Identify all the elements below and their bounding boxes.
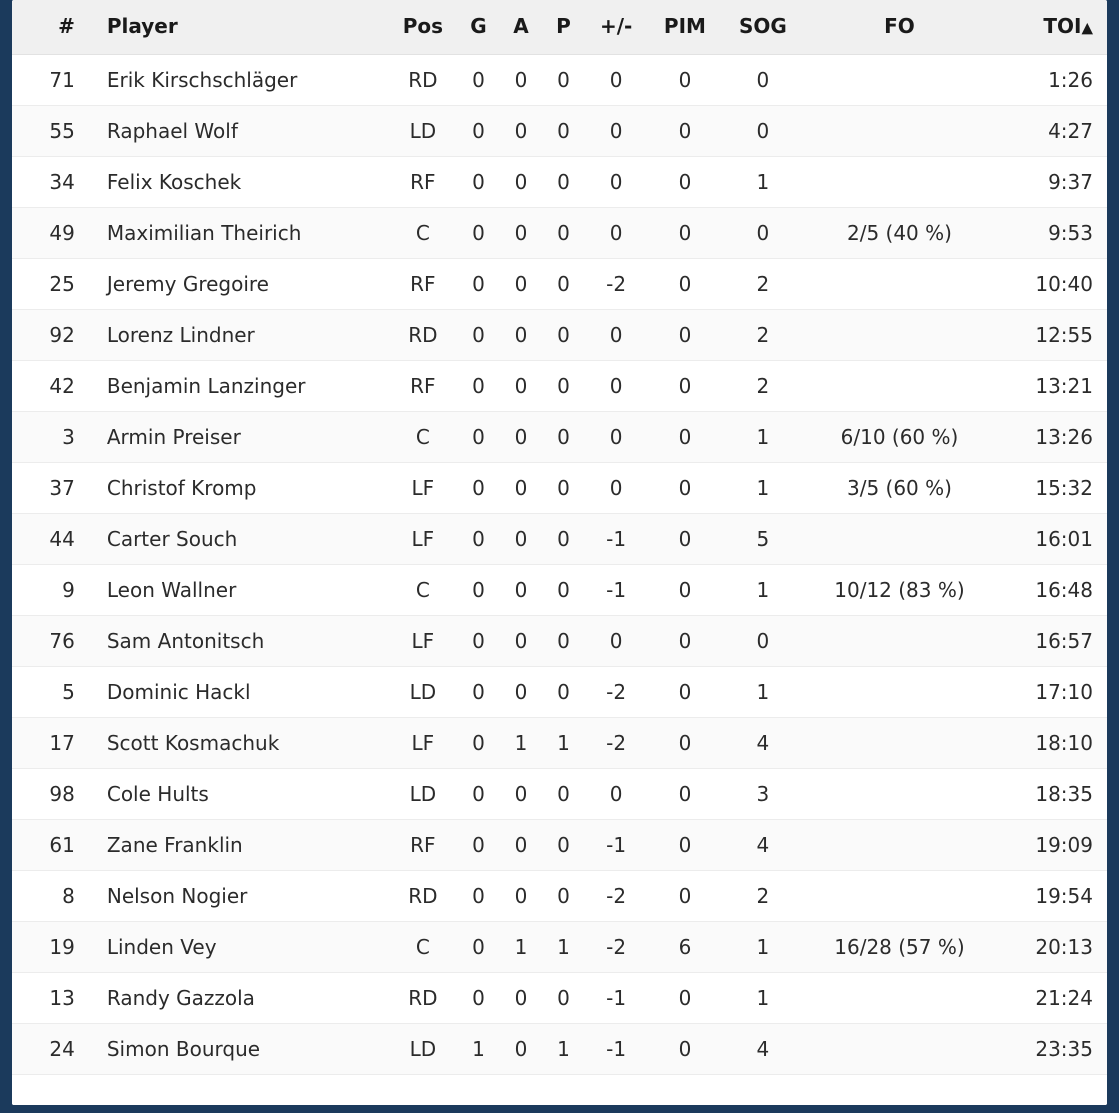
cell-pim: 6 xyxy=(648,922,723,973)
cell-fo xyxy=(803,259,995,310)
cell-g: 0 xyxy=(457,565,500,616)
cell-toi: 16:57 xyxy=(996,616,1107,667)
cell-pim: 0 xyxy=(648,769,723,820)
right-rail xyxy=(1107,0,1119,1113)
cell-pim: 0 xyxy=(648,565,723,616)
cell-number: 92 xyxy=(12,310,85,361)
cell-p: 0 xyxy=(542,361,585,412)
cell-plusminus: 0 xyxy=(585,310,648,361)
cell-pos: C xyxy=(388,412,457,463)
cell-pos: C xyxy=(388,565,457,616)
cell-sog: 2 xyxy=(722,361,803,412)
cell-number: 8 xyxy=(12,871,85,922)
cell-p: 0 xyxy=(542,412,585,463)
cell-pos: RF xyxy=(388,157,457,208)
cell-g: 0 xyxy=(457,55,500,106)
table-row[interactable] xyxy=(12,361,1107,412)
column-header-plusminus[interactable]: +/- xyxy=(585,0,648,55)
cell-p: 1 xyxy=(542,922,585,973)
table-row[interactable] xyxy=(12,820,1107,871)
cell-player: Lorenz Lindner xyxy=(85,310,389,361)
cell-a: 0 xyxy=(500,820,543,871)
column-header-sog[interactable]: SOG xyxy=(722,0,803,55)
cell-number: 17 xyxy=(12,718,85,769)
cell-p: 0 xyxy=(542,208,585,259)
cell-a: 0 xyxy=(500,973,543,1024)
cell-g: 0 xyxy=(457,361,500,412)
card-footer xyxy=(12,1075,1107,1105)
cell-a: 1 xyxy=(500,922,543,973)
cell-player: Jeremy Gregoire xyxy=(85,259,389,310)
cell-sog: 1 xyxy=(722,565,803,616)
cell-pim: 0 xyxy=(648,1024,723,1075)
cell-number: 9 xyxy=(12,565,85,616)
cell-fo xyxy=(803,106,995,157)
cell-toi: 19:54 xyxy=(996,871,1107,922)
cell-fo xyxy=(803,769,995,820)
cell-a: 0 xyxy=(500,310,543,361)
cell-fo: 10/12 (83 %) xyxy=(803,565,995,616)
cell-pim: 0 xyxy=(648,55,723,106)
column-header-faceoffs[interactable]: FO xyxy=(803,0,995,55)
cell-plusminus: -2 xyxy=(585,922,648,973)
cell-player: Maximilian Theirich xyxy=(85,208,389,259)
cell-plusminus: 0 xyxy=(585,463,648,514)
cell-pos: LD xyxy=(388,1024,457,1075)
cell-sog: 1 xyxy=(722,973,803,1024)
cell-sog: 4 xyxy=(722,1024,803,1075)
cell-p: 0 xyxy=(542,820,585,871)
sort-ascending-icon: ▲ xyxy=(1081,18,1093,37)
cell-plusminus: -1 xyxy=(585,820,648,871)
cell-number: 3 xyxy=(12,412,85,463)
cell-g: 0 xyxy=(457,514,500,565)
table-header xyxy=(12,0,1107,55)
table-row[interactable] xyxy=(12,310,1107,361)
cell-player: Benjamin Lanzinger xyxy=(85,361,389,412)
column-header-pos[interactable]: Pos xyxy=(388,0,457,55)
column-header-toi[interactable]: TOI▲ xyxy=(996,0,1107,55)
cell-pim: 0 xyxy=(648,412,723,463)
cell-plusminus: -1 xyxy=(585,1024,648,1075)
cell-plusminus: -2 xyxy=(585,667,648,718)
cell-toi: 16:01 xyxy=(996,514,1107,565)
table-row[interactable] xyxy=(12,514,1107,565)
cell-fo xyxy=(803,157,995,208)
cell-sog: 4 xyxy=(722,718,803,769)
cell-g: 0 xyxy=(457,412,500,463)
cell-number: 37 xyxy=(12,463,85,514)
cell-fo xyxy=(803,616,995,667)
cell-pos: LF xyxy=(388,463,457,514)
cell-fo xyxy=(803,667,995,718)
cell-p: 0 xyxy=(542,259,585,310)
cell-pos: C xyxy=(388,922,457,973)
cell-g: 0 xyxy=(457,259,500,310)
cell-sog: 0 xyxy=(722,208,803,259)
cell-fo xyxy=(803,361,995,412)
table-row[interactable] xyxy=(12,973,1107,1024)
cell-plusminus: 0 xyxy=(585,106,648,157)
cell-fo xyxy=(803,310,995,361)
cell-p: 0 xyxy=(542,871,585,922)
cell-toi: 1:26 xyxy=(996,55,1107,106)
bottom-rail xyxy=(0,1105,1119,1113)
cell-pim: 0 xyxy=(648,667,723,718)
cell-player: Simon Bourque xyxy=(85,1024,389,1075)
cell-a: 0 xyxy=(500,157,543,208)
cell-g: 0 xyxy=(457,820,500,871)
cell-p: 0 xyxy=(542,565,585,616)
cell-a: 1 xyxy=(500,718,543,769)
cell-player: Scott Kosmachuk xyxy=(85,718,389,769)
cell-a: 0 xyxy=(500,412,543,463)
cell-pim: 0 xyxy=(648,871,723,922)
cell-plusminus: 0 xyxy=(585,55,648,106)
table-row[interactable] xyxy=(12,565,1107,616)
table-row[interactable] xyxy=(12,208,1107,259)
column-header-assists[interactable]: A xyxy=(500,0,543,55)
cell-sog: 3 xyxy=(722,769,803,820)
cell-pim: 0 xyxy=(648,259,723,310)
cell-sog: 0 xyxy=(722,106,803,157)
cell-pos: LF xyxy=(388,514,457,565)
cell-g: 0 xyxy=(457,208,500,259)
cell-a: 0 xyxy=(500,871,543,922)
cell-number: 71 xyxy=(12,55,85,106)
cell-number: 42 xyxy=(12,361,85,412)
cell-toi: 9:53 xyxy=(996,208,1107,259)
cell-plusminus: -2 xyxy=(585,871,648,922)
table-row[interactable] xyxy=(12,157,1107,208)
cell-pim: 0 xyxy=(648,820,723,871)
player-stats-card xyxy=(12,0,1107,1105)
cell-player: Armin Preiser xyxy=(85,412,389,463)
cell-fo xyxy=(803,871,995,922)
cell-fo xyxy=(803,55,995,106)
cell-toi: 15:32 xyxy=(996,463,1107,514)
cell-p: 0 xyxy=(542,514,585,565)
table-row[interactable] xyxy=(12,667,1107,718)
cell-sog: 2 xyxy=(722,310,803,361)
cell-g: 0 xyxy=(457,718,500,769)
cell-pos: RD xyxy=(388,871,457,922)
cell-fo xyxy=(803,820,995,871)
cell-p: 0 xyxy=(542,667,585,718)
cell-sog: 2 xyxy=(722,871,803,922)
cell-a: 0 xyxy=(500,106,543,157)
cell-pim: 0 xyxy=(648,718,723,769)
cell-plusminus: -1 xyxy=(585,973,648,1024)
cell-a: 0 xyxy=(500,361,543,412)
cell-a: 0 xyxy=(500,55,543,106)
table-row[interactable] xyxy=(12,412,1107,463)
cell-p: 0 xyxy=(542,616,585,667)
cell-number: 19 xyxy=(12,922,85,973)
table-row[interactable] xyxy=(12,55,1107,106)
cell-player: Zane Franklin xyxy=(85,820,389,871)
cell-plusminus: 0 xyxy=(585,769,648,820)
cell-sog: 0 xyxy=(722,55,803,106)
column-header-pim[interactable]: PIM xyxy=(648,0,723,55)
cell-g: 0 xyxy=(457,157,500,208)
cell-number: 24 xyxy=(12,1024,85,1075)
cell-number: 55 xyxy=(12,106,85,157)
cell-a: 0 xyxy=(500,514,543,565)
cell-player: Sam Antonitsch xyxy=(85,616,389,667)
cell-toi: 16:48 xyxy=(996,565,1107,616)
cell-g: 0 xyxy=(457,871,500,922)
cell-g: 0 xyxy=(457,106,500,157)
cell-g: 1 xyxy=(457,1024,500,1075)
cell-plusminus: -2 xyxy=(585,718,648,769)
cell-g: 0 xyxy=(457,667,500,718)
cell-pim: 0 xyxy=(648,973,723,1024)
cell-g: 0 xyxy=(457,922,500,973)
table-row[interactable] xyxy=(12,259,1107,310)
cell-player: Dominic Hackl xyxy=(85,667,389,718)
cell-pos: C xyxy=(388,208,457,259)
cell-g: 0 xyxy=(457,973,500,1024)
cell-player: Raphael Wolf xyxy=(85,106,389,157)
cell-a: 0 xyxy=(500,1024,543,1075)
cell-pos: RD xyxy=(388,310,457,361)
cell-fo: 16/28 (57 %) xyxy=(803,922,995,973)
cell-p: 0 xyxy=(542,463,585,514)
cell-fo xyxy=(803,514,995,565)
cell-player: Felix Koschek xyxy=(85,157,389,208)
cell-toi: 21:24 xyxy=(996,973,1107,1024)
cell-a: 0 xyxy=(500,769,543,820)
cell-player: Linden Vey xyxy=(85,922,389,973)
cell-g: 0 xyxy=(457,463,500,514)
table-row[interactable] xyxy=(12,922,1107,973)
cell-plusminus: -1 xyxy=(585,565,648,616)
cell-sog: 4 xyxy=(722,820,803,871)
cell-number: 98 xyxy=(12,769,85,820)
cell-toi: 20:13 xyxy=(996,922,1107,973)
cell-toi: 17:10 xyxy=(996,667,1107,718)
cell-toi: 23:35 xyxy=(996,1024,1107,1075)
cell-sog: 2 xyxy=(722,259,803,310)
cell-p: 1 xyxy=(542,1024,585,1075)
cell-number: 44 xyxy=(12,514,85,565)
cell-toi: 13:21 xyxy=(996,361,1107,412)
cell-number: 13 xyxy=(12,973,85,1024)
cell-plusminus: 0 xyxy=(585,616,648,667)
cell-sog: 1 xyxy=(722,667,803,718)
cell-player: Leon Wallner xyxy=(85,565,389,616)
cell-fo: 3/5 (60 %) xyxy=(803,463,995,514)
cell-p: 0 xyxy=(542,55,585,106)
cell-toi: 13:26 xyxy=(996,412,1107,463)
cell-plusminus: 0 xyxy=(585,208,648,259)
cell-player: Carter Souch xyxy=(85,514,389,565)
cell-a: 0 xyxy=(500,616,543,667)
cell-toi: 19:09 xyxy=(996,820,1107,871)
table-row[interactable] xyxy=(12,871,1107,922)
cell-p: 0 xyxy=(542,973,585,1024)
cell-player: Christof Kromp xyxy=(85,463,389,514)
cell-a: 0 xyxy=(500,565,543,616)
cell-pim: 0 xyxy=(648,361,723,412)
cell-p: 0 xyxy=(542,157,585,208)
cell-fo xyxy=(803,1024,995,1075)
cell-g: 0 xyxy=(457,769,500,820)
cell-pos: RF xyxy=(388,820,457,871)
column-header-player[interactable]: Player xyxy=(85,0,389,55)
cell-number: 34 xyxy=(12,157,85,208)
cell-fo: 2/5 (40 %) xyxy=(803,208,995,259)
cell-pos: RD xyxy=(388,973,457,1024)
column-header-goals[interactable]: G xyxy=(457,0,500,55)
cell-plusminus: 0 xyxy=(585,412,648,463)
cell-toi: 18:35 xyxy=(996,769,1107,820)
cell-pos: LD xyxy=(388,769,457,820)
cell-a: 0 xyxy=(500,208,543,259)
cell-toi: 9:37 xyxy=(996,157,1107,208)
table-row[interactable] xyxy=(12,463,1107,514)
cell-player: Nelson Nogier xyxy=(85,871,389,922)
cell-toi: 10:40 xyxy=(996,259,1107,310)
cell-pim: 0 xyxy=(648,616,723,667)
cell-plusminus: -1 xyxy=(585,514,648,565)
cell-pos: RF xyxy=(388,259,457,310)
table-header-row xyxy=(12,0,1107,55)
cell-fo xyxy=(803,973,995,1024)
cell-toi: 4:27 xyxy=(996,106,1107,157)
left-rail xyxy=(0,0,12,1113)
cell-sog: 0 xyxy=(722,616,803,667)
cell-pos: LF xyxy=(388,718,457,769)
cell-pim: 0 xyxy=(648,514,723,565)
cell-pos: RF xyxy=(388,361,457,412)
column-header-points[interactable]: P xyxy=(542,0,585,55)
cell-sog: 1 xyxy=(722,463,803,514)
cell-p: 0 xyxy=(542,106,585,157)
cell-number: 25 xyxy=(12,259,85,310)
cell-a: 0 xyxy=(500,463,543,514)
cell-p: 0 xyxy=(542,769,585,820)
cell-pim: 0 xyxy=(648,463,723,514)
cell-sog: 1 xyxy=(722,157,803,208)
cell-pim: 0 xyxy=(648,208,723,259)
cell-p: 0 xyxy=(542,310,585,361)
player-stats-table xyxy=(12,0,1107,1075)
cell-plusminus: -2 xyxy=(585,259,648,310)
cell-pos: LF xyxy=(388,616,457,667)
cell-number: 49 xyxy=(12,208,85,259)
cell-toi: 18:10 xyxy=(996,718,1107,769)
cell-number: 76 xyxy=(12,616,85,667)
column-header-number[interactable]: # xyxy=(12,0,85,55)
cell-pos: LD xyxy=(388,106,457,157)
cell-sog: 1 xyxy=(722,412,803,463)
cell-g: 0 xyxy=(457,310,500,361)
table-row[interactable] xyxy=(12,616,1107,667)
cell-a: 0 xyxy=(500,259,543,310)
table-row[interactable] xyxy=(12,106,1107,157)
cell-number: 61 xyxy=(12,820,85,871)
cell-player: Erik Kirschschläger xyxy=(85,55,389,106)
cell-player: Randy Gazzola xyxy=(85,973,389,1024)
cell-pos: RD xyxy=(388,55,457,106)
cell-g: 0 xyxy=(457,616,500,667)
cell-sog: 1 xyxy=(722,922,803,973)
cell-plusminus: 0 xyxy=(585,361,648,412)
cell-pos: LD xyxy=(388,667,457,718)
cell-plusminus: 0 xyxy=(585,157,648,208)
cell-toi: 12:55 xyxy=(996,310,1107,361)
cell-sog: 5 xyxy=(722,514,803,565)
table-body xyxy=(12,55,1107,1075)
cell-pim: 0 xyxy=(648,106,723,157)
cell-pim: 0 xyxy=(648,157,723,208)
cell-fo: 6/10 (60 %) xyxy=(803,412,995,463)
table-row[interactable] xyxy=(12,769,1107,820)
cell-number: 5 xyxy=(12,667,85,718)
table-row[interactable] xyxy=(12,1024,1107,1075)
cell-pim: 0 xyxy=(648,310,723,361)
cell-a: 0 xyxy=(500,667,543,718)
cell-p: 1 xyxy=(542,718,585,769)
table-row[interactable] xyxy=(12,718,1107,769)
cell-player: Cole Hults xyxy=(85,769,389,820)
cell-fo xyxy=(803,718,995,769)
